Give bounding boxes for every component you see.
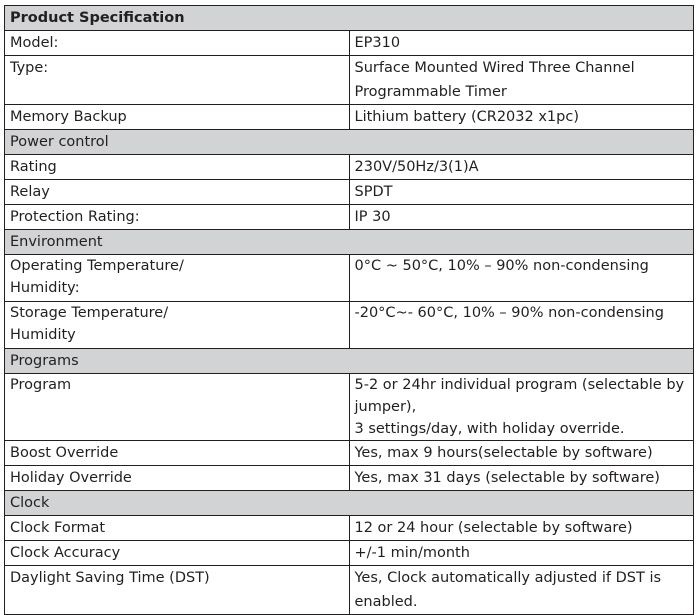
spec-label: Operating Temperature/ Humidity: bbox=[10, 258, 184, 296]
spec-value-cell bbox=[349, 566, 694, 615]
spec-label: Program bbox=[10, 377, 72, 393]
spec-label: Daylight Saving Time (DST) bbox=[10, 570, 210, 586]
spec-value: Yes, max 31 days (selectable by software) bbox=[354, 470, 660, 486]
spec-value-cell bbox=[349, 255, 694, 302]
spec-label-cell bbox=[5, 56, 350, 105]
spec-label: Clock Accuracy bbox=[10, 545, 121, 561]
section-heading: Clock bbox=[5, 491, 694, 516]
spec-row bbox=[5, 441, 694, 466]
spec-value-cell bbox=[349, 541, 694, 566]
spec-label: Clock Format bbox=[10, 520, 106, 536]
spec-row bbox=[5, 302, 694, 349]
spec-value-cell bbox=[349, 466, 694, 491]
spec-row bbox=[5, 31, 694, 56]
section-heading: Power control bbox=[5, 130, 694, 155]
spec-row bbox=[5, 56, 694, 105]
spec-value-cell bbox=[349, 155, 694, 180]
spec-value: IP 30 bbox=[354, 209, 391, 225]
section-header-row bbox=[5, 349, 694, 374]
spec-row bbox=[5, 374, 694, 441]
section-heading: Programs bbox=[5, 349, 694, 374]
spec-row bbox=[5, 180, 694, 205]
spec-label-cell bbox=[5, 441, 350, 466]
spec-label-cell bbox=[5, 180, 350, 205]
spec-value-cell bbox=[349, 302, 694, 349]
spec-label: Protection Rating: bbox=[10, 209, 140, 225]
spec-row bbox=[5, 105, 694, 130]
spec-label: Memory Backup bbox=[10, 109, 127, 125]
spec-label-cell bbox=[5, 155, 350, 180]
product-specification-table bbox=[4, 5, 694, 615]
spec-value: Yes, max 9 hours(selectable by software) bbox=[354, 445, 653, 461]
spec-title: Product Specification bbox=[5, 6, 694, 31]
spec-label-cell bbox=[5, 541, 350, 566]
spec-value: 230V/50Hz/3(1)A bbox=[354, 159, 479, 175]
spec-value: SPDT bbox=[354, 184, 393, 200]
spec-value-cell bbox=[349, 441, 694, 466]
spec-value-cell bbox=[349, 374, 694, 441]
spec-label: Relay bbox=[10, 184, 50, 200]
spec-value: Surface Mounted Wired Three Channel Programmable Timer bbox=[354, 60, 635, 100]
section-header-row bbox=[5, 491, 694, 516]
spec-row bbox=[5, 516, 694, 541]
spec-label-cell bbox=[5, 205, 350, 230]
spec-value: -20°C~- 60°C, 10% – 90% non-condensing bbox=[354, 305, 664, 321]
spec-row bbox=[5, 155, 694, 180]
spec-label-cell bbox=[5, 466, 350, 491]
spec-value-cell bbox=[349, 516, 694, 541]
spec-value: 5-2 or 24hr individual program (selectable by jumper), 3 settings/day, with holiday override. bbox=[354, 377, 685, 437]
spec-label-cell bbox=[5, 566, 350, 615]
spec-value: 0°C ~ 50°C, 10% – 90% non-condensing bbox=[354, 258, 649, 274]
spec-label-cell bbox=[5, 374, 350, 441]
spec-row bbox=[5, 255, 694, 302]
spec-row bbox=[5, 541, 694, 566]
section-header-row bbox=[5, 230, 694, 255]
spec-label: Model: bbox=[10, 35, 59, 51]
spec-label: Type: bbox=[10, 60, 49, 76]
spec-label: Storage Temperature/ Humidity bbox=[10, 305, 169, 343]
spec-label-cell bbox=[5, 31, 350, 56]
spec-row bbox=[5, 566, 694, 615]
spec-label-cell bbox=[5, 302, 350, 349]
spec-value: +/-1 min/month bbox=[354, 545, 470, 561]
spec-value-cell bbox=[349, 180, 694, 205]
spec-value: Yes, Clock automatically adjusted if DST is enabled. bbox=[354, 570, 662, 610]
spec-title-row bbox=[5, 6, 694, 31]
spec-table-body bbox=[5, 6, 694, 615]
section-heading: Environment bbox=[5, 230, 694, 255]
spec-value-cell bbox=[349, 31, 694, 56]
spec-label: Holiday Override bbox=[10, 470, 132, 486]
spec-row bbox=[5, 205, 694, 230]
spec-label-cell bbox=[5, 255, 350, 302]
spec-label-cell bbox=[5, 105, 350, 130]
spec-value: 12 or 24 hour (selectable by software) bbox=[354, 520, 633, 536]
spec-label: Rating bbox=[10, 159, 57, 175]
spec-label-cell bbox=[5, 516, 350, 541]
spec-label: Boost Override bbox=[10, 445, 119, 461]
spec-value-cell bbox=[349, 205, 694, 230]
spec-value-cell bbox=[349, 105, 694, 130]
spec-value-cell bbox=[349, 56, 694, 105]
spec-value: Lithium battery (CR2032 x1pc) bbox=[354, 109, 579, 125]
section-header-row bbox=[5, 130, 694, 155]
spec-row bbox=[5, 466, 694, 491]
spec-value: EP310 bbox=[354, 35, 401, 51]
